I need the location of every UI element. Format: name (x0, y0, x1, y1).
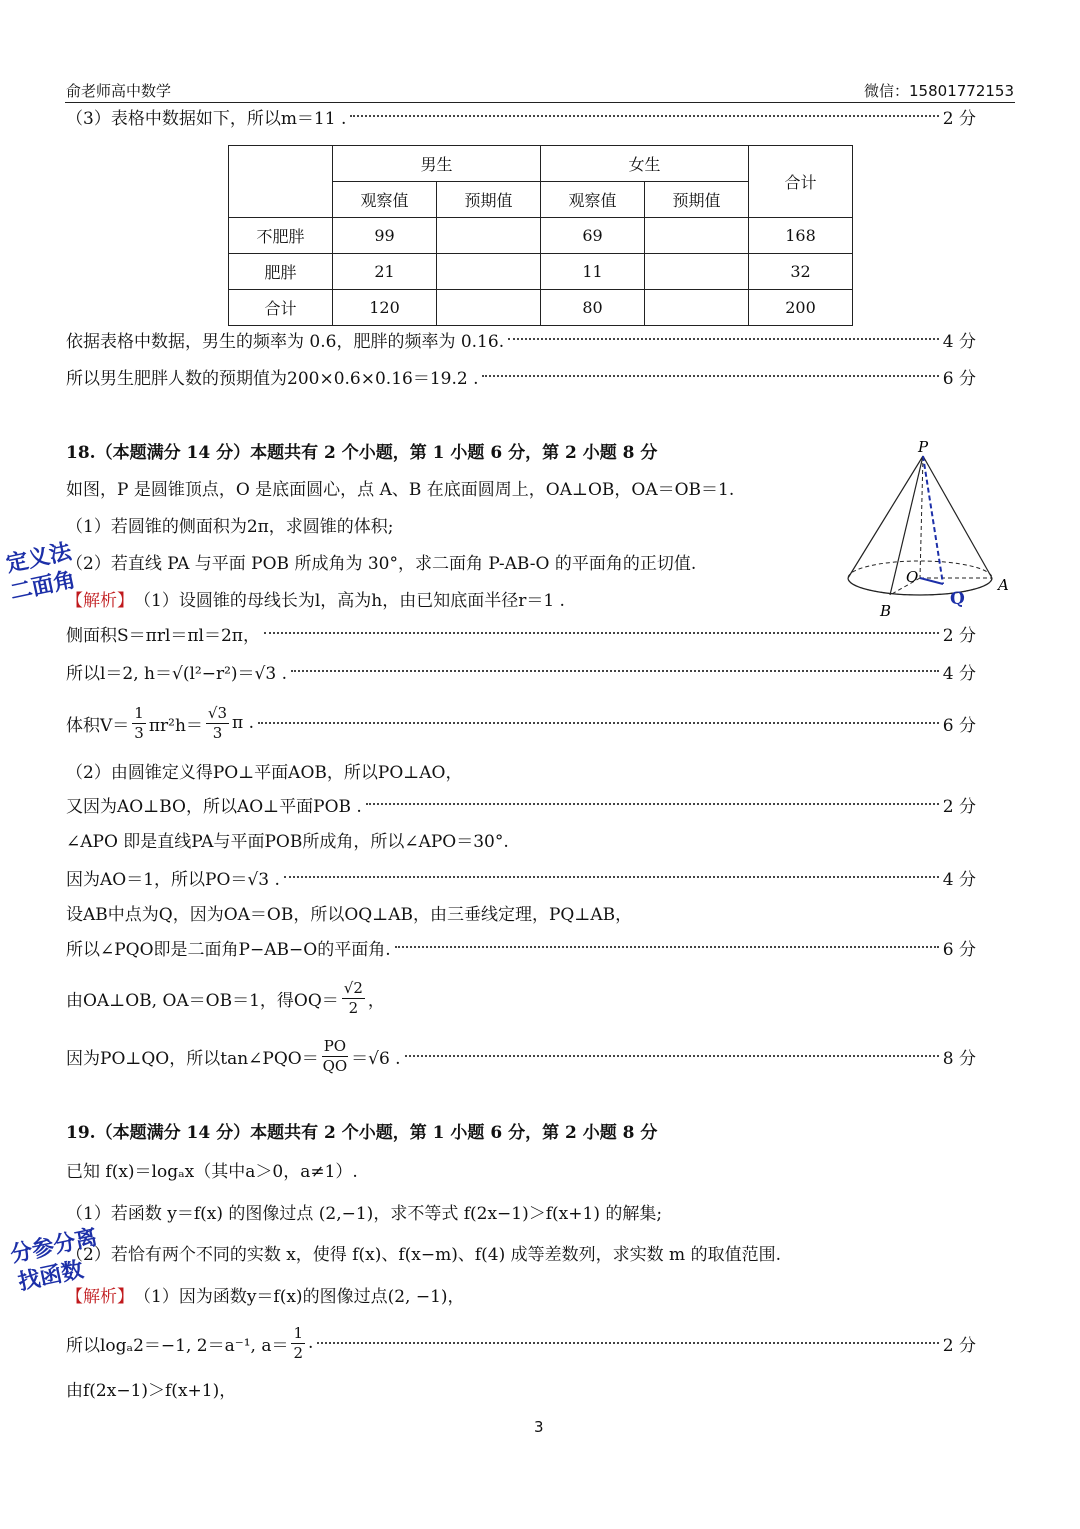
q18-t1: （2）由圆锥定义得PO⊥平面AOB，所以PO⊥AO， (66, 762, 463, 783)
q18-s2: 侧面积S＝πrl＝πl＝2π， 2 分 (66, 625, 976, 646)
q19-s3: 由f(2x−1)＞f(x+1)， (66, 1380, 237, 1401)
handwritten-note-19a: 分参分离 (8, 1225, 100, 1268)
jiexi-label: 【解析】 (66, 1286, 134, 1307)
label-B: B (880, 602, 892, 620)
q18-t4: 因为AO＝1，所以PO＝√3 . 4 分 (66, 869, 976, 890)
table-header-female: 女生 (541, 146, 749, 182)
table-header-male: 男生 (333, 146, 541, 182)
q18-t2: 又因为AO⊥BO，所以AO⊥平面POB . 2 分 (66, 796, 976, 817)
q18-stem: 如图，P 是圆锥顶点，O 是底面圆心，点 A、B 在底面圆周上，OA⊥OB，OA＝OB＝1. (66, 479, 735, 500)
table-row: 肥胖 21 11 32 (229, 254, 853, 290)
table-row: 合计 120 80 200 (229, 290, 853, 326)
q18-sub1: （1）若圆锥的侧面积为2π，求圆锥的体积; (66, 516, 394, 537)
q18-s3: 所以l＝2, h＝√(l²−r²)＝√3 . 4 分 (66, 663, 976, 684)
cone-figure (840, 438, 1020, 623)
handwritten-note-19b: 找函数 (16, 1257, 86, 1296)
q19-title: 19.（本题满分 14 分）本题共有 2 个小题，第 1 小题 6 分，第 2 小题 8 分 (66, 1122, 658, 1143)
q19-s2: 所以logₐ2＝−1, 2＝a⁻¹, a＝ $\frac{1}{2}$ . 2 分 (66, 1323, 976, 1362)
q18-t6: 所以∠PQO即是二面角P−AB−O的平面角. 6 分 (66, 939, 976, 960)
label-P: P (918, 438, 929, 456)
q19-stem: 已知 f(x)＝logₐx（其中a＞0，a≠1）. (66, 1161, 358, 1182)
q18-title: 18.（本题满分 14 分）本题共有 2 个小题，第 1 小题 6 分，第 2 小题 8 分 (66, 442, 658, 463)
part3-line2: 所以男生肥胖人数的预期值为200×0.6×0.16＝19.2 . 6 分 (66, 368, 976, 389)
jiexi-label: 【解析】 (66, 590, 134, 611)
part3-line1: 依据表格中数据，男生的频率为 0.6，肥胖的频率为 0.16. 4 分 (66, 331, 976, 352)
q18-sub2: （2）若直线 PA 与平面 POB 所成角为 30°，求二面角 P-AB-O 的平面角的正切值. (66, 553, 697, 574)
label-A: A (998, 576, 1009, 594)
points: 2 分 (942, 108, 976, 129)
label-O: O (906, 568, 919, 586)
q18-t5: 设AB中点为Q，因为OA＝OB，所以OQ⊥AB，由三垂线定理，PQ⊥AB， (66, 904, 633, 925)
q18-t8: 因为PO⊥QO，所以tan∠PQO＝ $\frac{PO}{QO}$ ＝√6 . 8 分 (66, 1036, 976, 1075)
table-header-total: 合计 (749, 146, 853, 218)
q19-s1: 【解析】 （1）因为函数y＝f(x)的图像过点(2, −1)， (66, 1280, 976, 1308)
handwritten-note-18a: 定义法 (4, 539, 74, 578)
header-right: 微信：15801772153 (864, 82, 1014, 100)
q18-s1: 【解析】 （1）设圆锥的母线长为l，高为h，由已知底面半径r＝1 . (66, 584, 976, 612)
label-Q: Q (950, 589, 965, 609)
q19-sub1: （1）若函数 y＝f(x) 的图像过点 (2,−1)，求不等式 f(2x−1)＞f(x+1) 的解集; (66, 1203, 663, 1224)
header-left: 俞老师高中数学 (66, 82, 172, 100)
q18-t7: 由OA⊥OB, OA＝OB＝1，得OQ＝ $\frac{√2}{2}$ ， (66, 978, 385, 1017)
handwritten-note-18b: 二面角 (8, 567, 78, 606)
q18-s4: 体积V＝ $\frac{1}{3}$ πr²h＝ $\frac{√3}{3}$ π . 6 分 (66, 703, 976, 742)
q19-sub2: （2）若恰有两个不同的实数 x，使得 f(x)、f(x−m)、f(4) 成等差数列，求实数 m 的取值范围. (66, 1244, 781, 1265)
q18-t3: ∠APO 即是直线PA与平面POB所成角，所以∠APO＝30°. (66, 831, 509, 852)
table-row: 不肥胖 99 69 168 (229, 218, 853, 254)
data-table: 男生 女生 合计 观察值 预期值 观察值 预期值 不肥胖 99 69 168 肥胖 21 11 32 合计 120 80 200 (228, 145, 853, 326)
part3-intro: （3）表格中数据如下，所以m＝11 . 2 分 (66, 102, 976, 130)
page-number: 3 (534, 1418, 544, 1436)
